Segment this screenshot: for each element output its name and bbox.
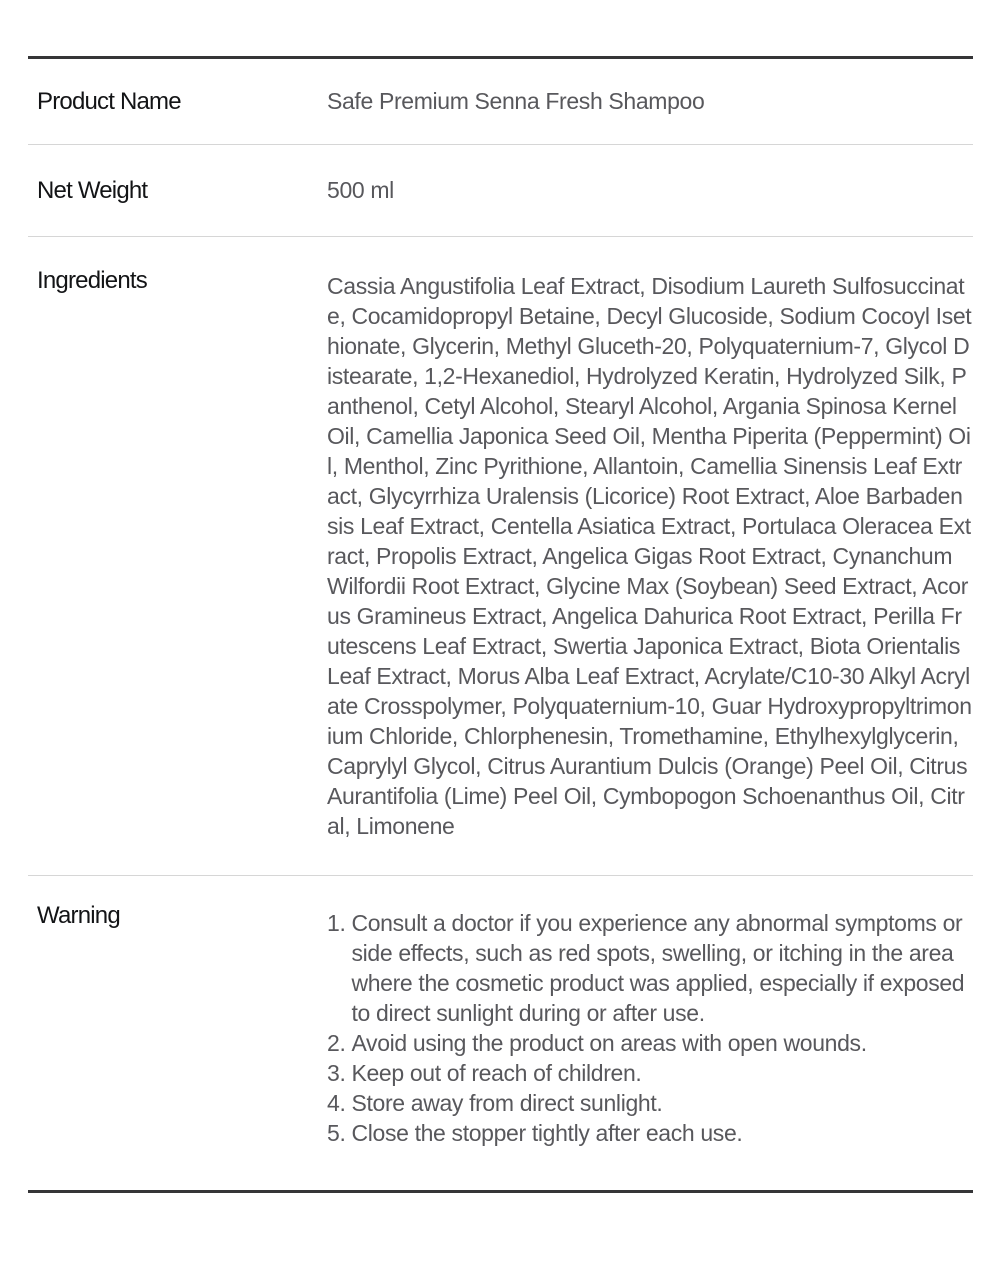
list-number: 4. bbox=[327, 1090, 346, 1116]
table-row-ingredients bbox=[28, 237, 973, 875]
list-number: 1. bbox=[327, 910, 346, 936]
table-row-product-name bbox=[28, 59, 973, 144]
row-value: 500 ml bbox=[327, 177, 394, 203]
table-row-net-weight bbox=[28, 145, 973, 236]
warning-text: Keep out of reach of children. bbox=[351, 1060, 642, 1086]
warning-item bbox=[327, 1058, 972, 1088]
row-value: Safe Premium Senna Fresh Shampoo bbox=[327, 88, 705, 114]
row-label: Net Weight bbox=[37, 176, 148, 204]
warning-text: Store away from direct sunlight. bbox=[351, 1090, 663, 1116]
row-value bbox=[327, 908, 972, 1148]
warning-item bbox=[327, 908, 972, 1028]
warning-text: Avoid using the product on areas with open wounds. bbox=[351, 1030, 867, 1056]
warning-item bbox=[327, 1088, 972, 1118]
warning-text: Close the stopper tightly after each use. bbox=[351, 1120, 743, 1146]
warning-item bbox=[327, 1118, 972, 1148]
row-label: Ingredients bbox=[37, 267, 147, 294]
bottom-rule bbox=[28, 1190, 973, 1193]
warning-text: Consult a doctor if you experience any abnormal symptoms or side effects, such as red spots, swelling, or itching in the area where the cosmetic product was applied, especially if exposed to direct sunlight during or after use. bbox=[351, 910, 965, 1026]
table-row-warning bbox=[28, 876, 973, 1190]
list-number: 5. bbox=[327, 1120, 346, 1146]
warning-item bbox=[327, 1028, 972, 1058]
warning-list bbox=[327, 908, 972, 1148]
list-number: 3. bbox=[327, 1060, 346, 1086]
list-number: 2. bbox=[327, 1030, 346, 1056]
row-label: Warning bbox=[37, 902, 120, 929]
ingredients-text: Cassia Angustifolia Leaf Extract, Disodium Laureth Sulfosuccinate, Cocamidopropyl Betaine, Decyl Glucoside, Sodium Cocoyl Isethionate, Glycerin, Methyl Gluceth-20, Polyquaternium-7, Glycol Distearate, 1,2-Hexanediol, Hydrolyzed Keratin, Hydrolyzed Silk, Panthenol, Cetyl Alcohol, Stearyl Alcohol, Argania Spinosa Kernel Oil, Camellia Japonica Seed Oil, Mentha Piperita (Peppermint) Oil, Menthol, Zinc Pyrithione, Allantoin, Camellia Sinensis Leaf Extract, Glycyrrhiza Uralensis (Licorice) Root Extract, Aloe Barbadensis Leaf Extract, Centella Asiatica Extract, Portulaca Oleracea Extract, Propolis Extract, Angelica Gigas Root Extract, Cynanchum Wilfordii Root Extract, Glycine Max (Soybean) Seed Extract, Acorus Gramineus Extract, Angelica Dahurica Root Extract, Perilla Frutescens Leaf Extract, Swertia Japonica Extract, Biota Orientalis Leaf Extract, Morus Alba Leaf Extract, Acrylate/C10-30 Alkyl Acrylate Crosspolymer, Polyquaternium-10, Guar Hydroxypropyltrimonium Chloride, Chlorphenesin, Tromethamine, Ethylhexylglycerin, Caprylyl Glycol, Citrus Aurantium Dulcis (Orange) Peel Oil, Citrus Aurantifolia (Lime) Peel Oil, Cymbopogon Schoenanthus Oil, Citral, Limonene bbox=[327, 273, 972, 839]
row-label: Product Name bbox=[37, 87, 181, 115]
product-info-table bbox=[28, 56, 973, 1193]
